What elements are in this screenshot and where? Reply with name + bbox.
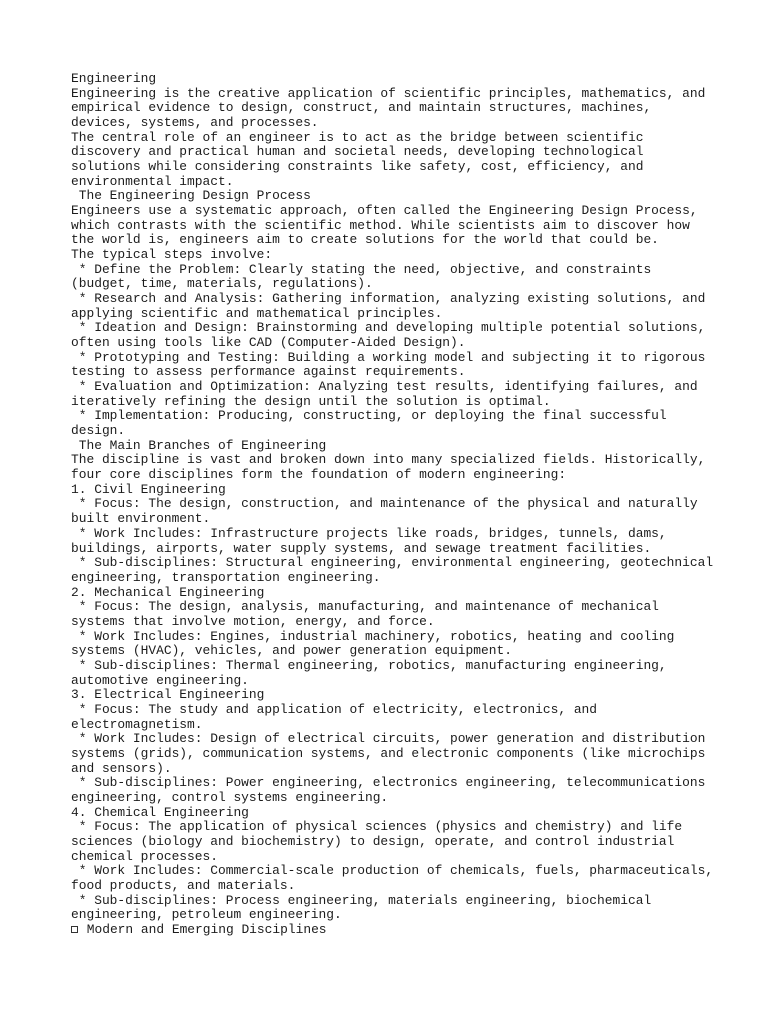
document-line: * Work Includes: Infrastructure projects like roads, bridges, tunnels, dams, — [71, 525, 667, 541]
document-line: * Sub-disciplines: Thermal engineering, robotics, manufacturing engineering, — [71, 657, 667, 673]
document-line: food products, and materials. — [71, 877, 296, 893]
document-line: The Engineering Design Process — [71, 188, 311, 204]
document-line: electromagnetism. — [71, 716, 203, 732]
section-heading-text: Modern and Emerging Disciplines — [79, 921, 327, 937]
document-line: * Ideation and Design: Brainstorming and developing multiple potential solutions, — [71, 320, 706, 336]
document-line: often using tools like CAD (Computer-Aided Design). — [71, 335, 466, 351]
document-line: * Sub-disciplines: Structural engineering, environmental engineering, geotechnical — [71, 555, 714, 571]
document-line: buildings, airports, water supply systems, and sewage treatment facilities. — [71, 540, 652, 556]
document-line: * Focus: The design, analysis, manufacturing, and maintenance of mechanical — [71, 599, 659, 615]
document-line: 2. Mechanical Engineering — [71, 584, 265, 600]
document-line: 4. Chemical Engineering — [71, 804, 249, 820]
document-line: * Define the Problem: Clearly stating the need, objective, and constraints — [71, 261, 652, 277]
missing-glyph-box-icon — [71, 926, 78, 933]
document-line: * Evaluation and Optimization: Analyzing test results, identifying failures, and — [71, 379, 698, 395]
document-line: engineering, transportation engineering. — [71, 569, 381, 585]
document-line: * Work Includes: Design of electrical circuits, power generation and distribution — [71, 731, 706, 747]
document-line: The Main Branches of Engineering — [71, 437, 327, 453]
document-line: Engineers use a systematic approach, often called the Engineering Design Process, — [71, 203, 698, 219]
document-line: systems that involve motion, energy, and force. — [71, 613, 435, 629]
document-line: discovery and practical human and societal needs, developing technological — [71, 144, 644, 160]
document-line: * Work Includes: Engines, industrial machinery, robotics, heating and cooling — [71, 628, 675, 644]
document-line: engineering, control systems engineering. — [71, 789, 389, 805]
document-line: 3. Electrical Engineering — [71, 687, 265, 703]
document-line: solutions while considering constraints like safety, cost, efficiency, and — [71, 159, 644, 175]
document-line: The central role of an engineer is to act as the bridge between scientific — [71, 129, 644, 145]
document-line: * Sub-disciplines: Process engineering, materials engineering, biochemical — [71, 892, 652, 908]
document-line: automotive engineering. — [71, 672, 249, 688]
document-line: sciences (biology and biochemistry) to design, operate, and control industrial — [71, 833, 675, 849]
document-line: devices, systems, and processes. — [71, 115, 319, 131]
document-line: * Sub-disciplines: Power engineering, electronics engineering, telecommunications — [71, 775, 706, 791]
document-line: Engineering is the creative application of scientific principles, mathematics, and — [71, 85, 706, 101]
document-line: systems (HVAC), vehicles, and power generation equipment. — [71, 643, 512, 659]
document-line: * Focus: The design, construction, and maintenance of the physical and naturally — [71, 496, 698, 512]
document-line: the world is, engineers aim to create solutions for the world that could be. — [71, 232, 659, 248]
document-line: systems (grids), communication systems, and electronic components (like microchips — [71, 745, 706, 761]
document-line: * Prototyping and Testing: Building a working model and subjecting it to rigorous — [71, 349, 706, 365]
document-line: * Focus: The application of physical sciences (physics and chemistry) and life — [71, 819, 683, 835]
document-line: chemical processes. — [71, 848, 218, 864]
document-line: iteratively refining the design until the solution is optimal. — [71, 393, 551, 409]
document-line: * Research and Analysis: Gathering information, analyzing existing solutions, and — [71, 291, 706, 307]
document-line: testing to assess performance against requirements. — [71, 364, 466, 380]
document-body — [71, 72, 731, 938]
document-line: built environment. — [71, 511, 211, 527]
document-line: which contrasts with the scientific method. While scientists aim to discover how — [71, 217, 690, 233]
document-line: Engineering — [71, 71, 157, 86]
document-line: 1. Civil Engineering — [71, 481, 226, 497]
document-line: (budget, time, materials, regulations). — [71, 276, 373, 292]
document-line: * Work Includes: Commercial-scale production of chemicals, fuels, pharmaceuticals, — [71, 863, 714, 879]
document-line — [71, 923, 731, 938]
document-line: four core disciplines form the foundation of modern engineering: — [71, 467, 567, 483]
document-line: The typical steps involve: — [71, 247, 273, 263]
document-line: empirical evidence to design, construct, and maintain structures, machines, — [71, 100, 652, 116]
document-line: design. — [71, 423, 126, 439]
document-line: * Focus: The study and application of electricity, electronics, and — [71, 701, 598, 717]
document-line: environmental impact. — [71, 173, 234, 189]
document-line: applying scientific and mathematical principles. — [71, 305, 443, 321]
document-line: engineering, petroleum engineering. — [71, 907, 342, 923]
document-line: * Implementation: Producing, constructing, or deploying the final successful — [71, 408, 667, 424]
document-line: The discipline is vast and broken down into many specialized fields. Historically, — [71, 452, 706, 468]
document-line: and sensors). — [71, 760, 172, 776]
